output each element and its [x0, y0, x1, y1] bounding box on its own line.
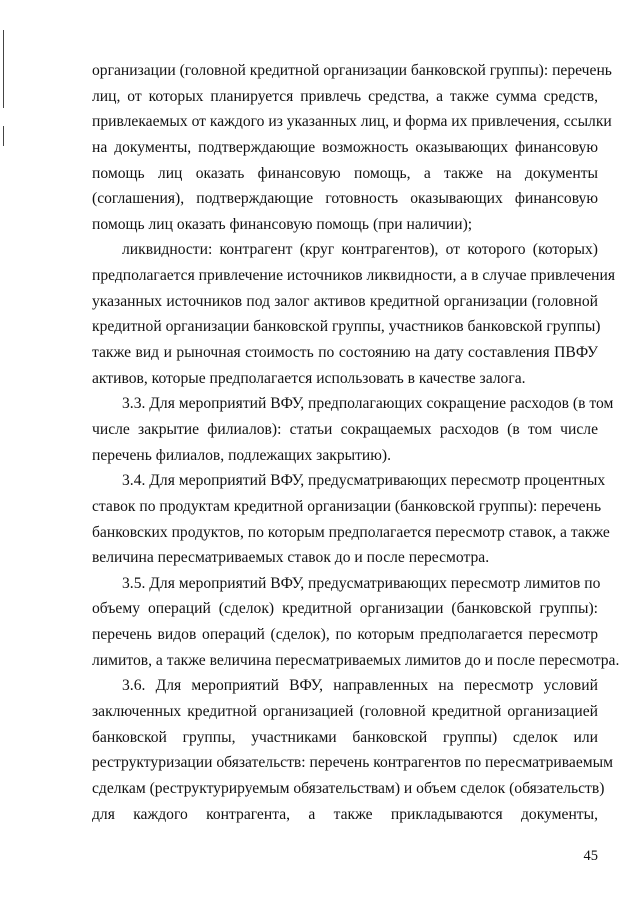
scan-margin-mark: [3, 30, 4, 108]
scan-margin-mark: [3, 126, 4, 146]
text-line: лиц, от которых планируется привлечь средства, а также сумма средств,: [92, 87, 598, 105]
text-line: перечень видов операций (сделок), по которым предполагается пересмотр: [92, 626, 598, 644]
text-line: организации (головной кредитной организации банковской группы): перечень: [92, 62, 612, 79]
page-number: 45: [583, 848, 598, 864]
text-line: реструктуризации обязательств: перечень контрагентов по пересматриваемым: [92, 754, 613, 772]
text-line: величина пересматриваемых ставок до и после пересмотра.: [92, 549, 490, 567]
text-line: банковской группы, участниками банковской группы) сделок или: [92, 728, 598, 746]
body-text: [92, 58, 620, 827]
text-line: для каждого контрагента, а также прикладываются документы,: [92, 805, 598, 823]
text-line: 3.4. Для мероприятий ВФУ, предусматривающих пересмотр процентных: [122, 472, 606, 490]
text-line: помощь лиц оказать финансовую помощь (при наличии);: [92, 215, 473, 233]
text-line: кредитной организации банковской группы, участников банковской группы): [92, 318, 601, 336]
text-line: указанных источников под залог активов кредитной организации (головной: [92, 292, 598, 310]
text-line: на документы, подтверждающие возможность оказывающих финансовую: [92, 138, 598, 156]
text-line: предполагается привлечение источников ликвидности, а в случае привлечения: [92, 267, 616, 285]
text-line: (соглашения), подтверждающие готовность оказывающих финансовую: [92, 190, 598, 208]
text-line: ликвидности: контрагент (круг контрагентов), от которого (которых): [122, 241, 598, 259]
text-line: перечень филиалов, подлежащих закрытию).: [92, 446, 391, 464]
text-line: числе закрытие филиалов): статьи сокращаемых расходов (в том числе: [92, 420, 598, 438]
text-line: ставок по продуктам кредитной организации (банковской группы): перечень: [92, 497, 602, 515]
text-line: объему операций (сделок) кредитной организации (банковской группы):: [92, 600, 598, 618]
text-line: привлекаемых от каждого из указанных лиц, и форма их привлечения, ссылки: [92, 113, 612, 131]
text-line: лимитов, а также величина пересматриваемых лимитов до и после пересмотра.: [92, 651, 620, 669]
text-line: сделкам (реструктурируемым обязательствам) и объем сделок (обязательств): [92, 779, 605, 797]
text-line: 3.3. Для мероприятий ВФУ, предполагающих сокращение расходов (в том: [122, 395, 614, 413]
text-line: банковских продуктов, по которым предполагается пересмотр ставок, а также: [92, 523, 610, 541]
text-line: заключенных кредитной организацией (головной кредитной организацией: [92, 703, 598, 721]
text-line: активов, которые предполагается использовать в качестве залога.: [92, 369, 526, 387]
text-line: 3.6. Для мероприятий ВФУ, направленных на пересмотр условий: [122, 677, 598, 695]
text-line: 3.5. Для мероприятий ВФУ, предусматривающих пересмотр лимитов по: [122, 574, 601, 592]
text-line: помощь лиц оказать финансовую помощь, а также на документы: [92, 164, 598, 182]
text-line: также вид и рыночная стоимость по состоянию на дату составления ПВФУ: [92, 344, 598, 362]
